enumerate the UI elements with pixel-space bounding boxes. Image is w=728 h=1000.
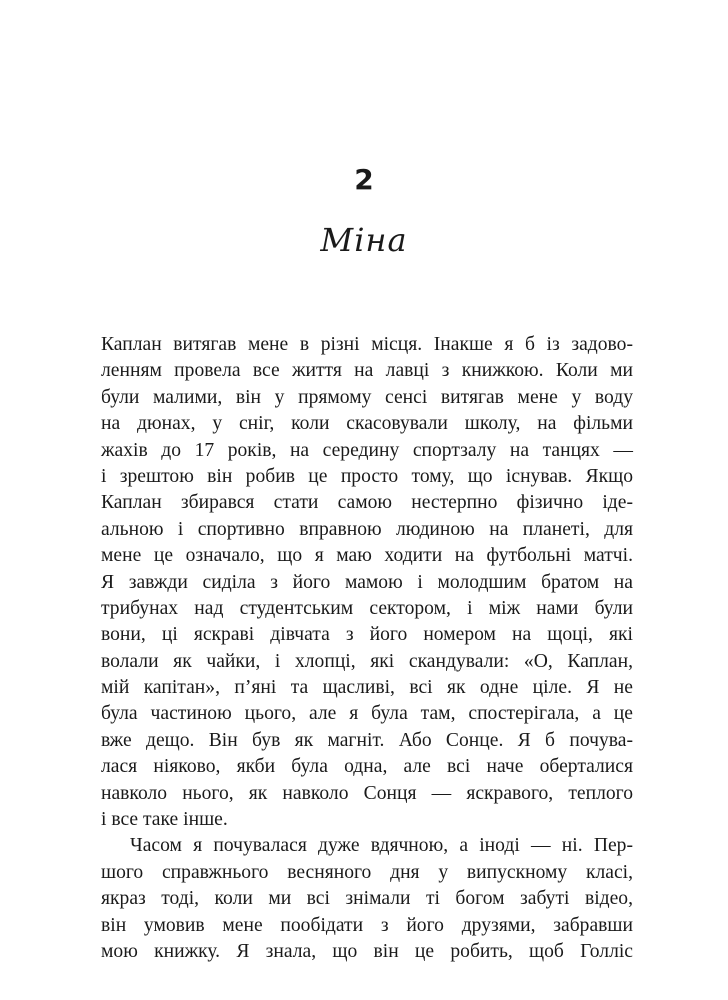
- text-line: мене це означало, що я маю ходити на футбольні матчі.: [101, 545, 633, 567]
- text-line: лася ніяково, якби була одна, але всі наче оберталися: [101, 756, 633, 778]
- text-line: і зрештою він робив це просто тому, що існував. Якщо: [101, 465, 633, 487]
- text-line: якраз тоді, коли ми всі знімали ті богом забуті відео,: [101, 888, 633, 910]
- text-line: він умовив мене пообідати з його друзями, забравши: [101, 914, 633, 936]
- text-line: була частиною цього, але я була там, спостерігала, а це: [101, 703, 633, 725]
- text-line: Каплан витягав мене в різні місця. Інакше я б із задово-: [101, 334, 633, 355]
- text-line: ленням провела все життя на лавці з книжкою. Коли ми: [101, 360, 633, 382]
- text-line: Я завжди сиділа з його мамою і молодшим братом на: [101, 571, 633, 593]
- text-line: Каплан збирався стати самою нестерпно фізично іде-: [101, 492, 633, 514]
- text-line: і все таке інше.: [101, 809, 228, 831]
- text-line: вони, ці яскраві дівчата з його номером на щоці, які: [101, 624, 633, 646]
- chapter-number: 2: [354, 163, 374, 196]
- text-line: мій капітан», п’яні та щасливі, всі як одне ціле. Я не: [101, 677, 633, 699]
- text-line: альною і спортивно вправною людиною на планеті, для: [101, 518, 633, 540]
- text-line: Часом я почувалася дуже вдячною, а іноді — ні. Пер-: [130, 835, 633, 857]
- text-line: були малими, він у прямому сенсі витягав мене у воду: [101, 386, 633, 408]
- text-line: жахів до 17 років, на середину спортзалу на танцях —: [101, 439, 633, 461]
- text-line: трибунах над студентським сектором, і між нами були: [101, 597, 633, 619]
- text-line: волали як чайки, і хлопці, які скандували: «О, Каплан,: [101, 650, 633, 672]
- text-line: на дюнах, у сніг, коли скасовували школу, на фільми: [101, 413, 633, 435]
- text-line: вже дещо. Він був як магніт. Або Сонце. Я б почува-: [101, 729, 633, 751]
- text-line: навколо нього, як навколо Сонця — яскравого, теплого: [101, 782, 633, 804]
- body-text: [101, 332, 633, 965]
- text-line: мою книжку. Я знала, що він це робить, щоб Голліс: [101, 940, 633, 962]
- chapter-title: Міна: [320, 221, 408, 259]
- text-line: шого справжнього весняного дня у випускному класі,: [101, 861, 633, 883]
